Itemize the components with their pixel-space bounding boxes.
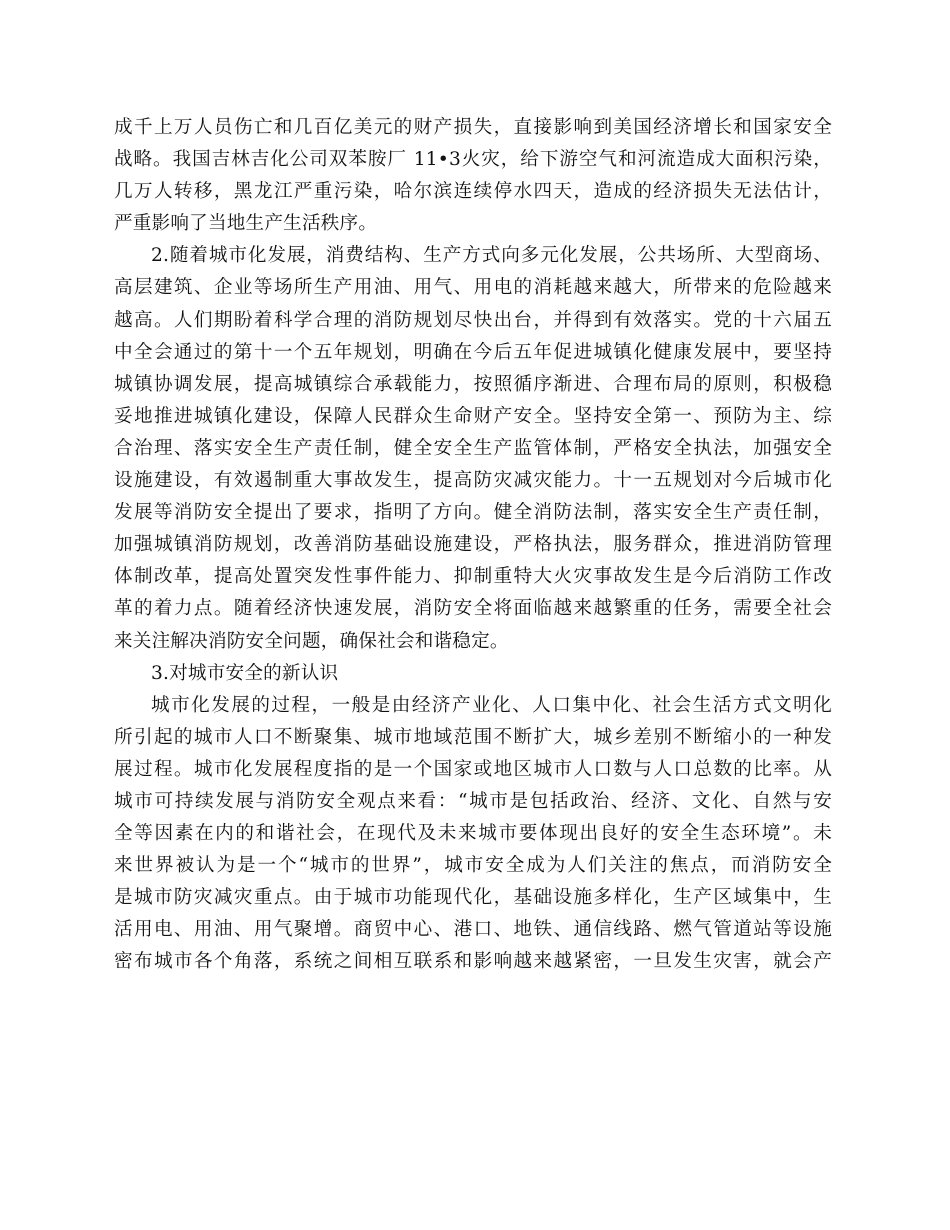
text-line: 城市可持续发展与消防安全观点来看：“城市是包括政治、经济、文化、自然与安: [114, 790, 832, 812]
text-line: 越高。人们期盼着科学合理的消防规划尽快出台，并得到有效落实。党的十六届五: [114, 309, 832, 331]
text-line: 来世界被认为是一个“城市的世界”，城市安全成为人们关注的焦点，而消防安全: [114, 855, 832, 877]
text-line: 成千上万人员伤亡和几百亿美元的财产损失，直接影响到美国经济增长和国家安全: [114, 117, 832, 138]
text-line: 中全会通过的第十一个五年规划，明确在今后五年促进城镇化健康发展中，要坚持: [114, 341, 832, 363]
text-line: 加强城镇消防规划，改善消防基础设施建设，严格执法，服务群众，推进消防管理: [114, 534, 832, 556]
text-line: 是城市防灾减灾重点。由于城市功能现代化，基础设施多样化，生产区域集中，生: [114, 887, 832, 909]
text-line: 所引起的城市人口不断聚集、城市地域范围不断扩大，城乡差别不断缩小的一种发: [114, 726, 832, 748]
text-line: 体制改革，提高处置突发性事件能力、抑制重特大火灾事故发生是今后消防工作改: [114, 566, 832, 588]
text-line: 城镇协调发展，提高城镇综合承载能力，按照循序渐进、合理布局的原则，积极稳: [114, 373, 832, 395]
text-line: 活用电、用油、用气聚增。商贸中心、港口、地铁、通信线路、燃气管道站等设施: [114, 919, 832, 941]
section-heading: 3.对城市安全的新认识: [151, 662, 339, 684]
paragraph-start-line: 2.随着城市化发展，消费结构、生产方式向多元化发展，公共场所、大型商场、: [151, 245, 832, 267]
text-line: 妥地推进城镇化建设，保障人民群众生命财产安全。坚持安全第一、预防为主、综: [114, 405, 832, 427]
text-line: 来关注解决消防安全问题，确保社会和谐稳定。: [114, 630, 509, 652]
text-line: 高层建筑、企业等场所生产用油、用气、用电的消耗越来越大，所带来的危险越来: [114, 277, 832, 299]
text-line: 发展等消防安全提出了要求，指明了方向。健全消防法制，落实安全生产责任制，: [114, 502, 832, 524]
text-line: 几万人转移，黑龙江严重污染，哈尔滨连续停水四天，造成的经济损失无法估计，: [114, 181, 832, 203]
text-line: 密布城市各个角落，系统之间相互联系和影响越来越紧密，一旦发生灾害，就会产: [114, 951, 832, 973]
text-line: 严重影响了当地生产生活秩序。: [114, 213, 378, 235]
text-line: 展过程。城市化发展程度指的是一个国家或地区城市人口数与人口总数的比率。从: [114, 758, 832, 780]
text-line: 革的着力点。随着经济快速发展，消防安全将面临越来越繁重的任务，需要全社会: [114, 598, 832, 620]
text-line: 全等因素在内的和谐社会，在现代及未来城市要体现出良好的安全生态环境”。未: [114, 823, 832, 845]
document-body: [114, 112, 832, 979]
text-line: 战略。我国吉林吉化公司双苯胺厂 11•3火灾，给下游空气和河流造成大面积污染，: [114, 149, 832, 171]
text-line: 设施建设，有效遏制重大事故发生，提高防灾减灾能力。十一五规划对今后城市化: [114, 470, 832, 492]
text-line: 合治理、落实安全生产责任制，健全安全生产监管体制，严格安全执法，加强安全: [114, 437, 832, 459]
paragraph-start-line: 城市化发展的过程，一般是由经济产业化、人口集中化、社会生活方式文明化: [151, 694, 832, 716]
